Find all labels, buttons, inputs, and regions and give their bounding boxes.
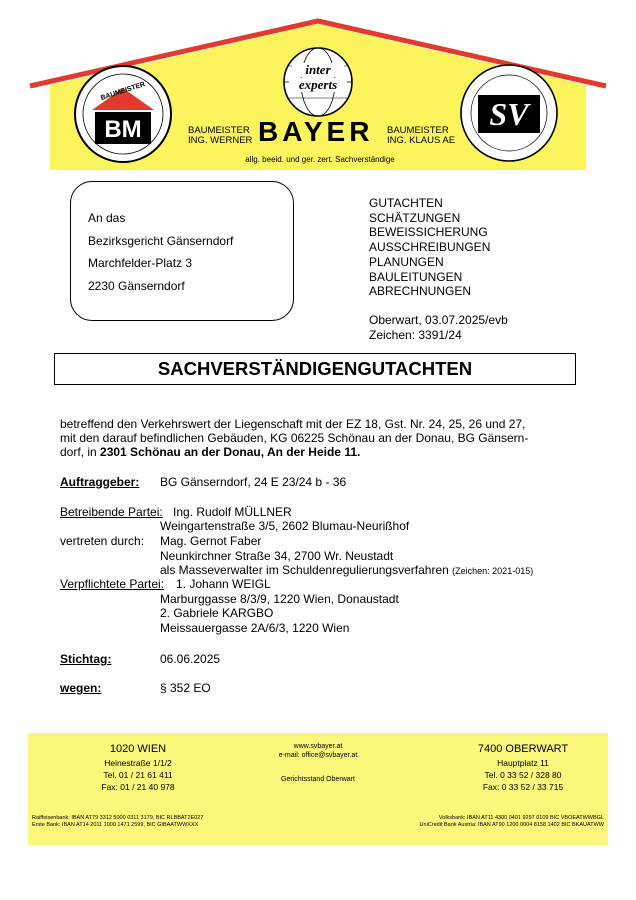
- recipient-line-2: Bezirksgericht Gänserndorf: [88, 234, 234, 248]
- right-title: [387, 126, 455, 146]
- oberwart-tel: Tel. 0 33 52 / 328 80: [484, 770, 562, 780]
- vienna-tel: Tel. 01 / 21 61 411: [103, 770, 173, 780]
- intro-line-2: mit den darauf befindlichen Gebäuden, KG 06225 Schönau an der Donau, BG Gänsern-: [60, 431, 529, 445]
- service-item: AUSSCHREIBUNGEN: [369, 240, 491, 255]
- logo-center-text-2: experts: [298, 77, 338, 92]
- court: Gerichtsstand Oberwart: [281, 776, 355, 783]
- rep-role: als Masseverwalter im Schuldenregulierungsverfahren (Zeichen: 2021-015): [160, 563, 534, 577]
- reason-label: wegen:: [60, 681, 102, 695]
- service-item: BAULEITUNGEN: [369, 269, 463, 284]
- rep-name: Mag. Gernot Faber: [160, 534, 262, 548]
- place-date: Oberwart, 03.07.2025/evb: [369, 313, 508, 327]
- svg-text:BM: BM: [104, 116, 142, 143]
- email-link[interactable]: e-mail: office@svbayer.at: [278, 752, 358, 759]
- obliged-label: Verpflichtete Partei:: [60, 577, 165, 591]
- document-title: SACHVERSTÄNDIGENGUTACHTEN: [54, 353, 576, 385]
- baumeister-logo: [75, 66, 171, 162]
- oberwart-city: 7400 OBERWART: [477, 743, 569, 755]
- operating-label: Betreibende Partei:: [60, 505, 163, 519]
- operating-address: Weingartenstraße 3/5, 2602 Blumau-Neurißhof: [160, 519, 410, 533]
- left-title: [188, 126, 252, 146]
- client-label: Auftraggeber:: [60, 475, 140, 489]
- recipient-line-3: Marchfelder-Platz 3: [88, 256, 193, 270]
- obliged-1-name: 1. Johann WEIGL: [176, 577, 271, 591]
- reference: Zeichen: 3391/24: [369, 328, 462, 342]
- vienna-city: 1020 WIEN: [109, 743, 167, 755]
- services-list: [369, 196, 490, 299]
- footer: [28, 733, 608, 845]
- vienna-fax: Fax: 01 / 21 40 978: [101, 782, 175, 792]
- service-item: BEWEISSICHERUNG: [369, 225, 488, 240]
- logo-left-text: BAUMEISTER: [99, 81, 147, 102]
- vienna-street: Heinestraße 1/1/2: [104, 758, 172, 768]
- operating-name: Ing. Rudolf MÜLLNER: [173, 505, 292, 519]
- service-item: SCHÄTZUNGEN: [369, 210, 461, 225]
- recipient-line-4: 2230 Gänserndorf: [88, 279, 185, 293]
- oberwart-street: Hauptplatz 11: [497, 758, 549, 768]
- obliged-2-name: 2. Gabriele KARGBO: [160, 606, 274, 620]
- obliged-2-address: Meissauergasse 2A/6/3, 1220 Wien: [160, 621, 350, 635]
- bank-left-1: Raiffeisenbank: IBAN AT79 3312 5000 0311 3179, BIC RLBBAT2E027: [32, 815, 204, 821]
- recipient-box: [70, 181, 294, 321]
- reason-value: § 352 EO: [160, 681, 211, 695]
- intro-line-3: dorf, in 2301 Schönau an der Donau, An der Heide 11.: [60, 445, 361, 459]
- obliged-1-address: Marburggasse 8/3/9, 1220 Wien, Donaustadt: [160, 592, 399, 606]
- service-item: PLANUNGEN: [369, 254, 444, 269]
- recipient-line-1: An das: [88, 211, 126, 225]
- right-title-1: BAUMEISTER: [387, 125, 449, 136]
- deadline-value: 06.06.2025: [160, 652, 221, 666]
- logo-center-text-1: inter: [305, 62, 331, 77]
- service-item: GUTACHTEN: [369, 196, 443, 210]
- rep-address: Neunkirchner Straße 34, 2700 Wr. Neustadt: [160, 549, 394, 563]
- represented-label: vertreten durch:: [60, 534, 145, 548]
- letterhead-subtitle: allg. beeid. und ger. zert. Sachverständige: [245, 155, 395, 164]
- company-name: BAYER: [258, 116, 374, 147]
- left-title-2: ING. WERNER: [188, 135, 253, 146]
- oberwart-fax: Fax: 0 33 52 / 33 715: [482, 782, 564, 792]
- service-item: ABRECHNUNGEN: [369, 284, 472, 299]
- logo-right-mark: SV: [489, 96, 529, 132]
- client-value: BG Gänserndorf, 24 E 23/24 b - 36: [160, 475, 347, 489]
- bank-right-2: UniCredit Bank Austria: IBAN AT90 1200 0004 8158 1402 BIC BKAUATWW: [419, 822, 604, 828]
- bank-left-2: Erste Bank: IBAN AT14 2011 1000 1471 2599, BIC GIBAATWWXXX: [32, 822, 199, 828]
- deadline-label: Stichtag:: [60, 652, 112, 666]
- web-link[interactable]: www.svbayer.at: [293, 743, 343, 750]
- bank-right-1: Volksbank: IBAN AT11 4300 0401 9297 0109 BIC VBOEATWWBGL: [438, 815, 604, 821]
- right-title-2: ING. KLAUS AE: [387, 135, 456, 146]
- date-block: [369, 313, 508, 343]
- left-title-1: BAUMEISTER: [188, 125, 250, 136]
- intro-line-1: betreffend den Verkehrswert der Liegenschaft mit der EZ 18, Gst. Nr. 24, 25, 26 und 27,: [60, 417, 526, 431]
